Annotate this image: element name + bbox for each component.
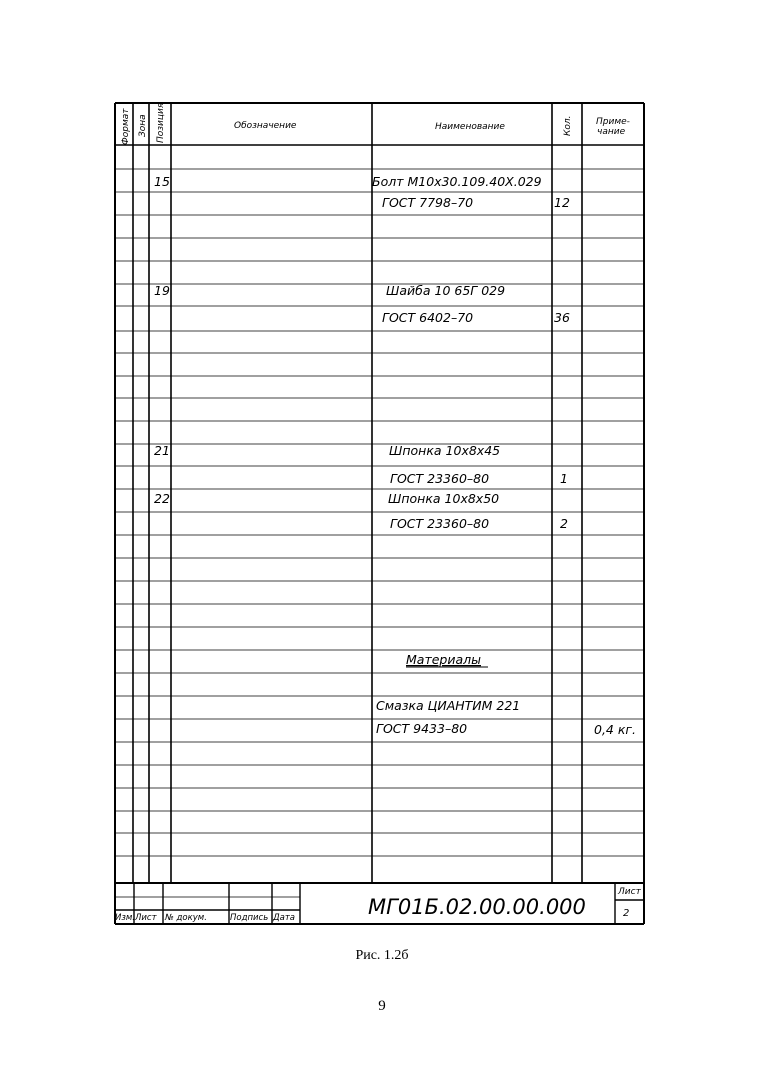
row-21-name: Шпонка 10х8х45 (389, 443, 501, 458)
section-materials: Материалы (406, 652, 481, 667)
row-15-position: 15 (154, 174, 170, 189)
row-22-name: Шпонка 10х8х50 (388, 491, 500, 506)
material-standard-name: ГОСТ 9433–80 (376, 721, 468, 736)
header-note-line2: чание (597, 127, 626, 137)
row-22b-qty: 2 (560, 516, 568, 531)
tb-col-sheet: Лист (135, 913, 157, 923)
material-quantity-note: 0,4 кг. (594, 722, 636, 737)
header-name: Наименование (435, 122, 505, 132)
row-21b-name: ГОСТ 23360–80 (390, 471, 490, 486)
sheet-label: Лист (618, 887, 641, 897)
row-15b-name: ГОСТ 7798–70 (382, 195, 474, 210)
figure-caption: Рис. 1.2б (355, 948, 409, 963)
tb-col-docnum: № докум. (165, 913, 207, 923)
header-designation: Обозначение (234, 121, 297, 131)
row-22b-name: ГОСТ 23360–80 (390, 516, 490, 531)
table-grid (115, 103, 644, 924)
row-21b-qty: 1 (560, 471, 568, 486)
header-note-line1: Приме- (596, 117, 630, 127)
tb-col-date: Дата (273, 913, 296, 923)
row-21-position: 21 (154, 443, 170, 458)
row-15-name: Болт М10х30.109.40Х.029 (372, 174, 542, 189)
row-19-name: ГОСТ 6402–70 (382, 310, 474, 325)
tb-col-sign: Подпись (230, 913, 269, 923)
header-zone: Зона (138, 114, 148, 137)
tb-col-change: Изм. (115, 913, 135, 923)
header-position: Позиция (156, 102, 166, 143)
header-qty: Кол. (563, 115, 573, 136)
sheet-number: 2 (623, 908, 630, 919)
header-format: Формат (121, 108, 131, 145)
material-lubricant-name: Смазка ЦИАНТИМ 221 (376, 698, 521, 713)
row-22-position: 22 (154, 491, 170, 506)
row-19a-name: Шайба 10 65Г 029 (386, 283, 506, 298)
title-block (115, 887, 642, 923)
table-header (121, 102, 630, 145)
doc-code: МГ01Б.02.00.00.000 (368, 895, 586, 919)
table-body (154, 174, 636, 737)
row-19b-qty: 36 (554, 310, 570, 325)
page-number: 9 (378, 998, 386, 1014)
row-19-position: 19 (154, 283, 170, 298)
row-15b-qty: 12 (554, 195, 570, 210)
